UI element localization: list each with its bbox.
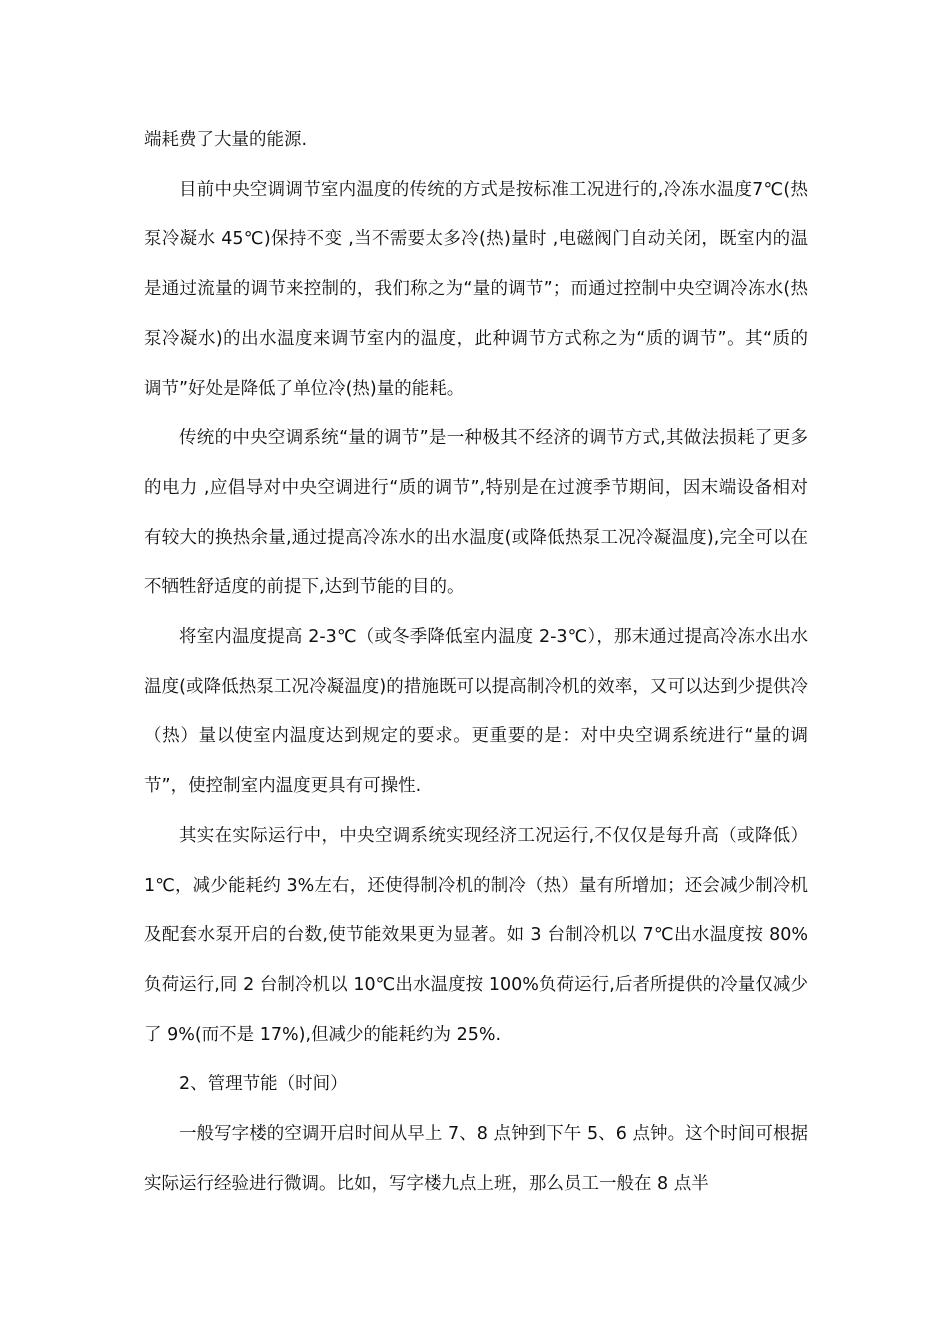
paragraph-traditional-regulation: 传统的中央空调系统“量的调节”是一种极其不经济的调节方式,其做法损耗了更多的电力 ,应倡导对中央空调进行“质的调节”,特别是在过渡季节期间，因末端设备相对有较大的换热余量,通过提高冷冻水的出水温度(或降低热泵工况冷凝温度),完全可以在不牺牲舒适度的前提下,达到节能的目的。 — [144, 428, 808, 598]
section-heading-management: 2、管理节能（时间） — [179, 1074, 348, 1095]
document-body — [144, 116, 808, 1209]
paragraph-office-hours: 一般写字楼的空调开启时间从早上 7、8 点钟到下午 5、6 点钟。这个时间可根据实际运行经验进行微调。比如，写字楼九点上班，那么员工一般在 8 点半 — [144, 1124, 808, 1194]
paragraph-raise-temperature: 将室内温度提高 2-3℃（或冬季降低室内温度 2-3℃），那末通过提高冷冻水出水温度(或降低热泵工况冷凝温度)的措施既可以提高制冷机的效率，又可以达到少提供冷（热）量以使室内温度达到规定的要求。更重要的是：对中央空调系统进行“量的调节”，使控制室内温度更具有可操性. — [144, 627, 808, 797]
paragraph-economic-operation: 其实在实际运行中，中央空调系统实现经济工况运行,不仅仅是每升高（或降低）1℃，减少能耗约 3%左右，还使得制冷机的制冷（热）量有所增加；还会减少制冷机及配套水泵开启的台数,使节能效果更为显著。如 3 台制冷机以 7℃出水温度按 80%负荷运行,同 2 台制冷机以 10℃出水温度按 100%负荷运行,后者所提供的冷量仅减少了 9%(而不是 17%),但减少的能耗约为 25%. — [144, 825, 808, 1045]
paragraph-continuation: 端耗费了大量的能源. — [144, 130, 308, 150]
paragraph-quality-regulation: 目前中央空调调节室内温度的传统的方式是按标准工况进行的,冷冻水温度7℃(热泵冷凝水 45℃)保持不变 ,当不需要太多冷(热)量时 ,电磁阀门自动关闭，既室内的温是通过流量的调节来控制的，我们称之为“量的调节”；而通过控制中央空调冷冻水(热泵冷凝水)的出水温度来调节室内的温度，此种调节方式称之为“质的调节”。其“质的调节”好处是降低了单位冷(热)量的能耗。 — [144, 179, 808, 399]
